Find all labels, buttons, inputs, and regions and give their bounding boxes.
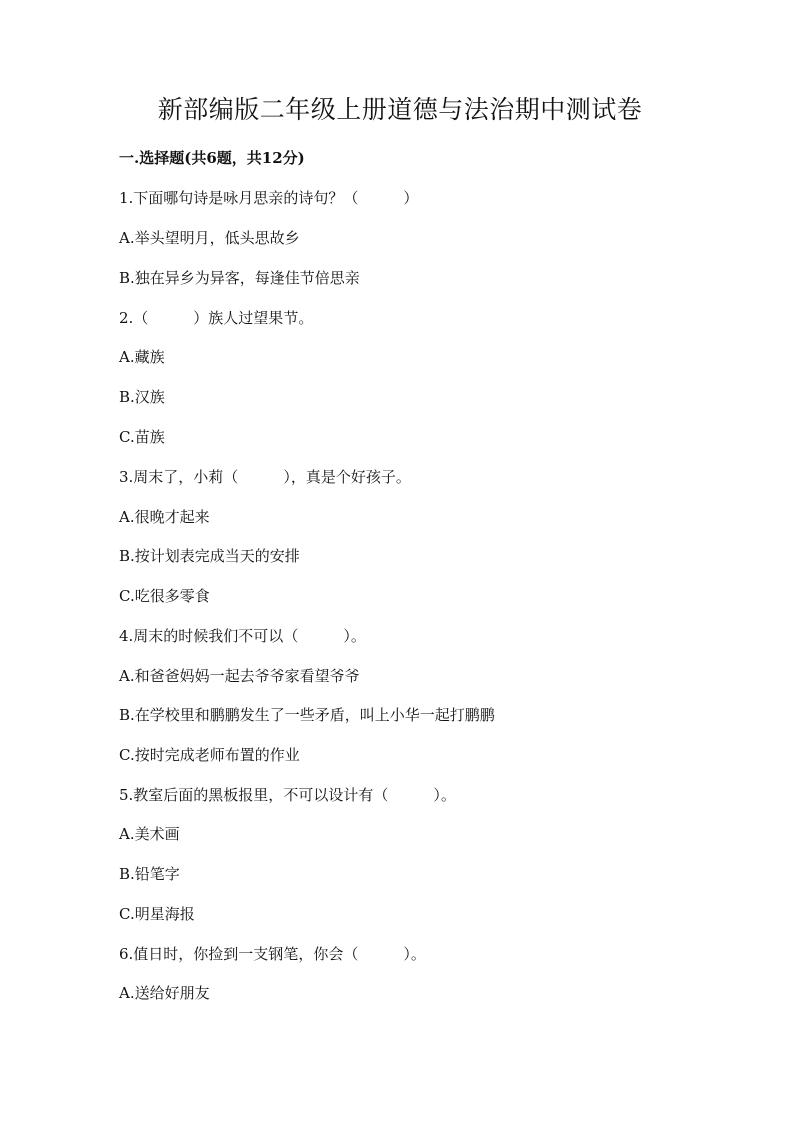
answer-option: B.汉族 [119,388,165,406]
answer-option: C.明星海报 [119,905,195,923]
question-stem: 6.值日时，你捡到一支钢笔，你会（ ）。 [119,945,426,963]
answer-option: A.举头望明月，低头思故乡 [119,229,300,247]
answer-option: A.送给好朋友 [119,984,210,1002]
answer-option: A.美术画 [119,825,180,843]
answer-option: C.按时完成老师布置的作业 [119,746,300,764]
answer-option: A.藏族 [119,348,165,366]
answer-option: C.吃很多零食 [119,587,210,605]
answer-option: B.在学校里和鹏鹏发生了一些矛盾，叫上小华一起打鹏鹏 [119,706,495,724]
answer-option: A.和爸爸妈妈一起去爷爷家看望爷爷 [119,667,360,685]
question-stem: 1.下面哪句诗是咏月思亲的诗句？（ ） [119,189,419,207]
answer-option: B.按计划表完成当天的安排 [119,547,300,565]
answer-option: C.苗族 [119,428,165,446]
question-stem: 5.教室后面的黑板报里，不可以设计有（ ）。 [119,786,456,804]
question-stem: 3.周末了，小莉（ ），真是个好孩子。 [119,468,411,486]
section-heading: 一.选择题(共6题，共12分) [119,149,305,167]
question-stem: 2.（ ）族人过望果节。 [119,309,314,327]
answer-option: B.铅笔字 [119,865,180,883]
answer-option: B.独在异乡为异客，每逢佳节倍思亲 [119,269,360,287]
answer-option: A.很晚才起来 [119,508,210,526]
page-title: 新部编版二年级上册道德与法治期中测试卷 [157,95,643,124]
question-stem: 4.周末的时候我们不可以（ ）。 [119,627,366,645]
